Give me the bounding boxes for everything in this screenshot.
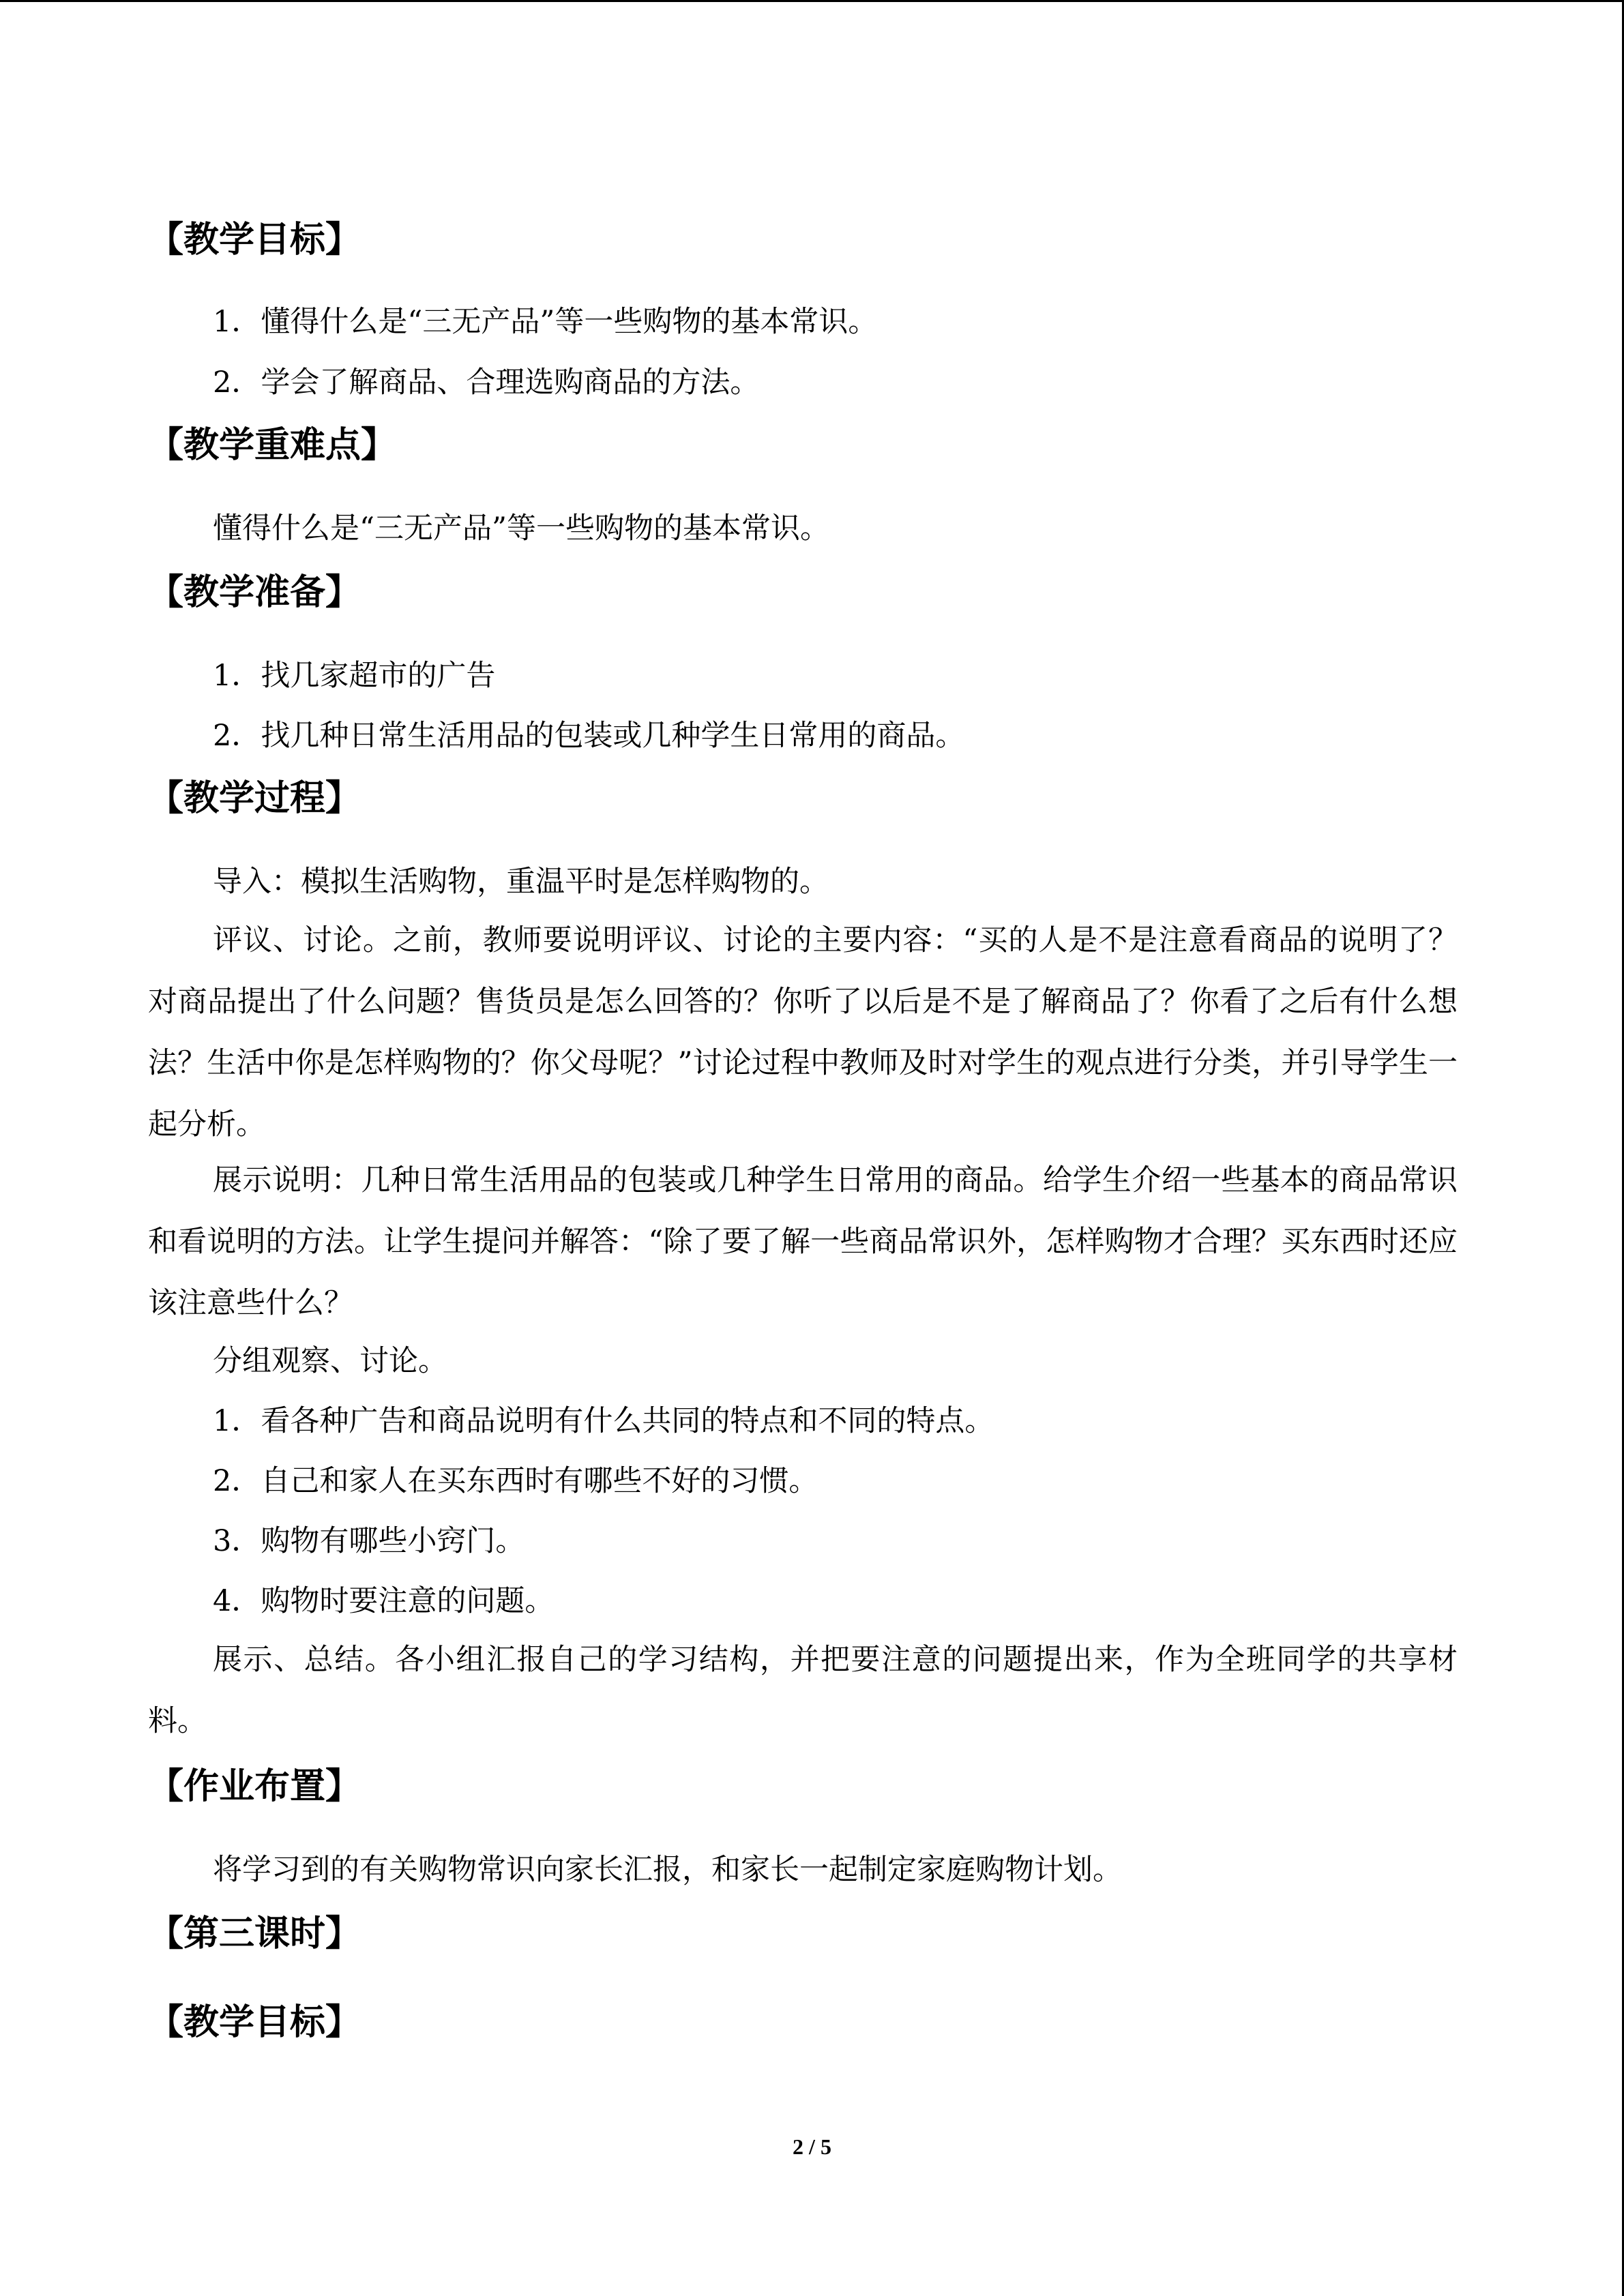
- process-discussion: 评议、讨论。之前，教师要说明评议、讨论的主要内容：“买的人是不是注意看商品的说明了？对商品提出了什么问题？售货员是怎么回答的？你听了以后是不是了解商品了？你看了之后有什么想法？生活中你是怎样购物的？你父母呢？”讨论过程中教师及时对学生的观点进行分类，并引导学生一起分析。: [148, 923, 1458, 1142]
- heading-preparation: 【教学准备】: [148, 571, 361, 613]
- heading-teaching-goals-2: 【教学目标】: [148, 2001, 361, 2043]
- heading-homework: 【作业布置】: [148, 1765, 361, 1807]
- process-demo: 展示说明：几种日常生活用品的包装或几种学生日常用的商品。给学生介绍一些基本的商品常识和看说明的方法。让学生提问并解答：“除了要了解一些商品常识外，怎样购物才合理？买东西时还应该注意些什么？: [148, 1163, 1458, 1320]
- process-item-2: 2．自己和家人在买东西时有哪些不好的习惯。: [213, 1464, 818, 1498]
- heading-process: 【教学过程】: [148, 777, 361, 819]
- preparation-item-2: 2．找几种日常生活用品的包装或几种学生日常用的商品。: [213, 719, 965, 753]
- goal-item-2: 2．学会了解商品、合理选购商品的方法。: [213, 366, 760, 400]
- goal-item-1: 1．懂得什么是“三无产品”等一些购物的基本常识。: [213, 305, 878, 339]
- process-item-3: 3．购物有哪些小窍门。: [213, 1524, 525, 1558]
- key-points-text: 懂得什么是“三无产品”等一些购物的基本常识。: [213, 511, 829, 546]
- page-number: 2 / 5: [793, 2134, 831, 2159]
- process-group: 分组观察、讨论。: [213, 1344, 447, 1378]
- process-item-1: 1．看各种广告和商品说明有什么共同的特点和不同的特点。: [213, 1404, 994, 1438]
- heading-lesson-three: 【第三课时】: [148, 1913, 361, 1954]
- homework-text: 将学习到的有关购物常识向家长汇报，和家长一起制定家庭购物计划。: [213, 1853, 1122, 1887]
- process-summary: 展示、总结。各小组汇报自己的学习结构，并把要注意的问题提出来，作为全班同学的共享材料。: [148, 1643, 1458, 1738]
- process-intro: 导入：模拟生活购物，重温平时是怎样购物的。: [213, 865, 829, 899]
- preparation-item-1: 1．找几家超市的广告: [213, 659, 496, 693]
- heading-teaching-goals: 【教学目标】: [148, 219, 361, 260]
- process-item-4: 4．购物时要注意的问题。: [213, 1584, 555, 1618]
- heading-key-points: 【教学重难点】: [148, 424, 397, 466]
- top-border: [0, 0, 1624, 2]
